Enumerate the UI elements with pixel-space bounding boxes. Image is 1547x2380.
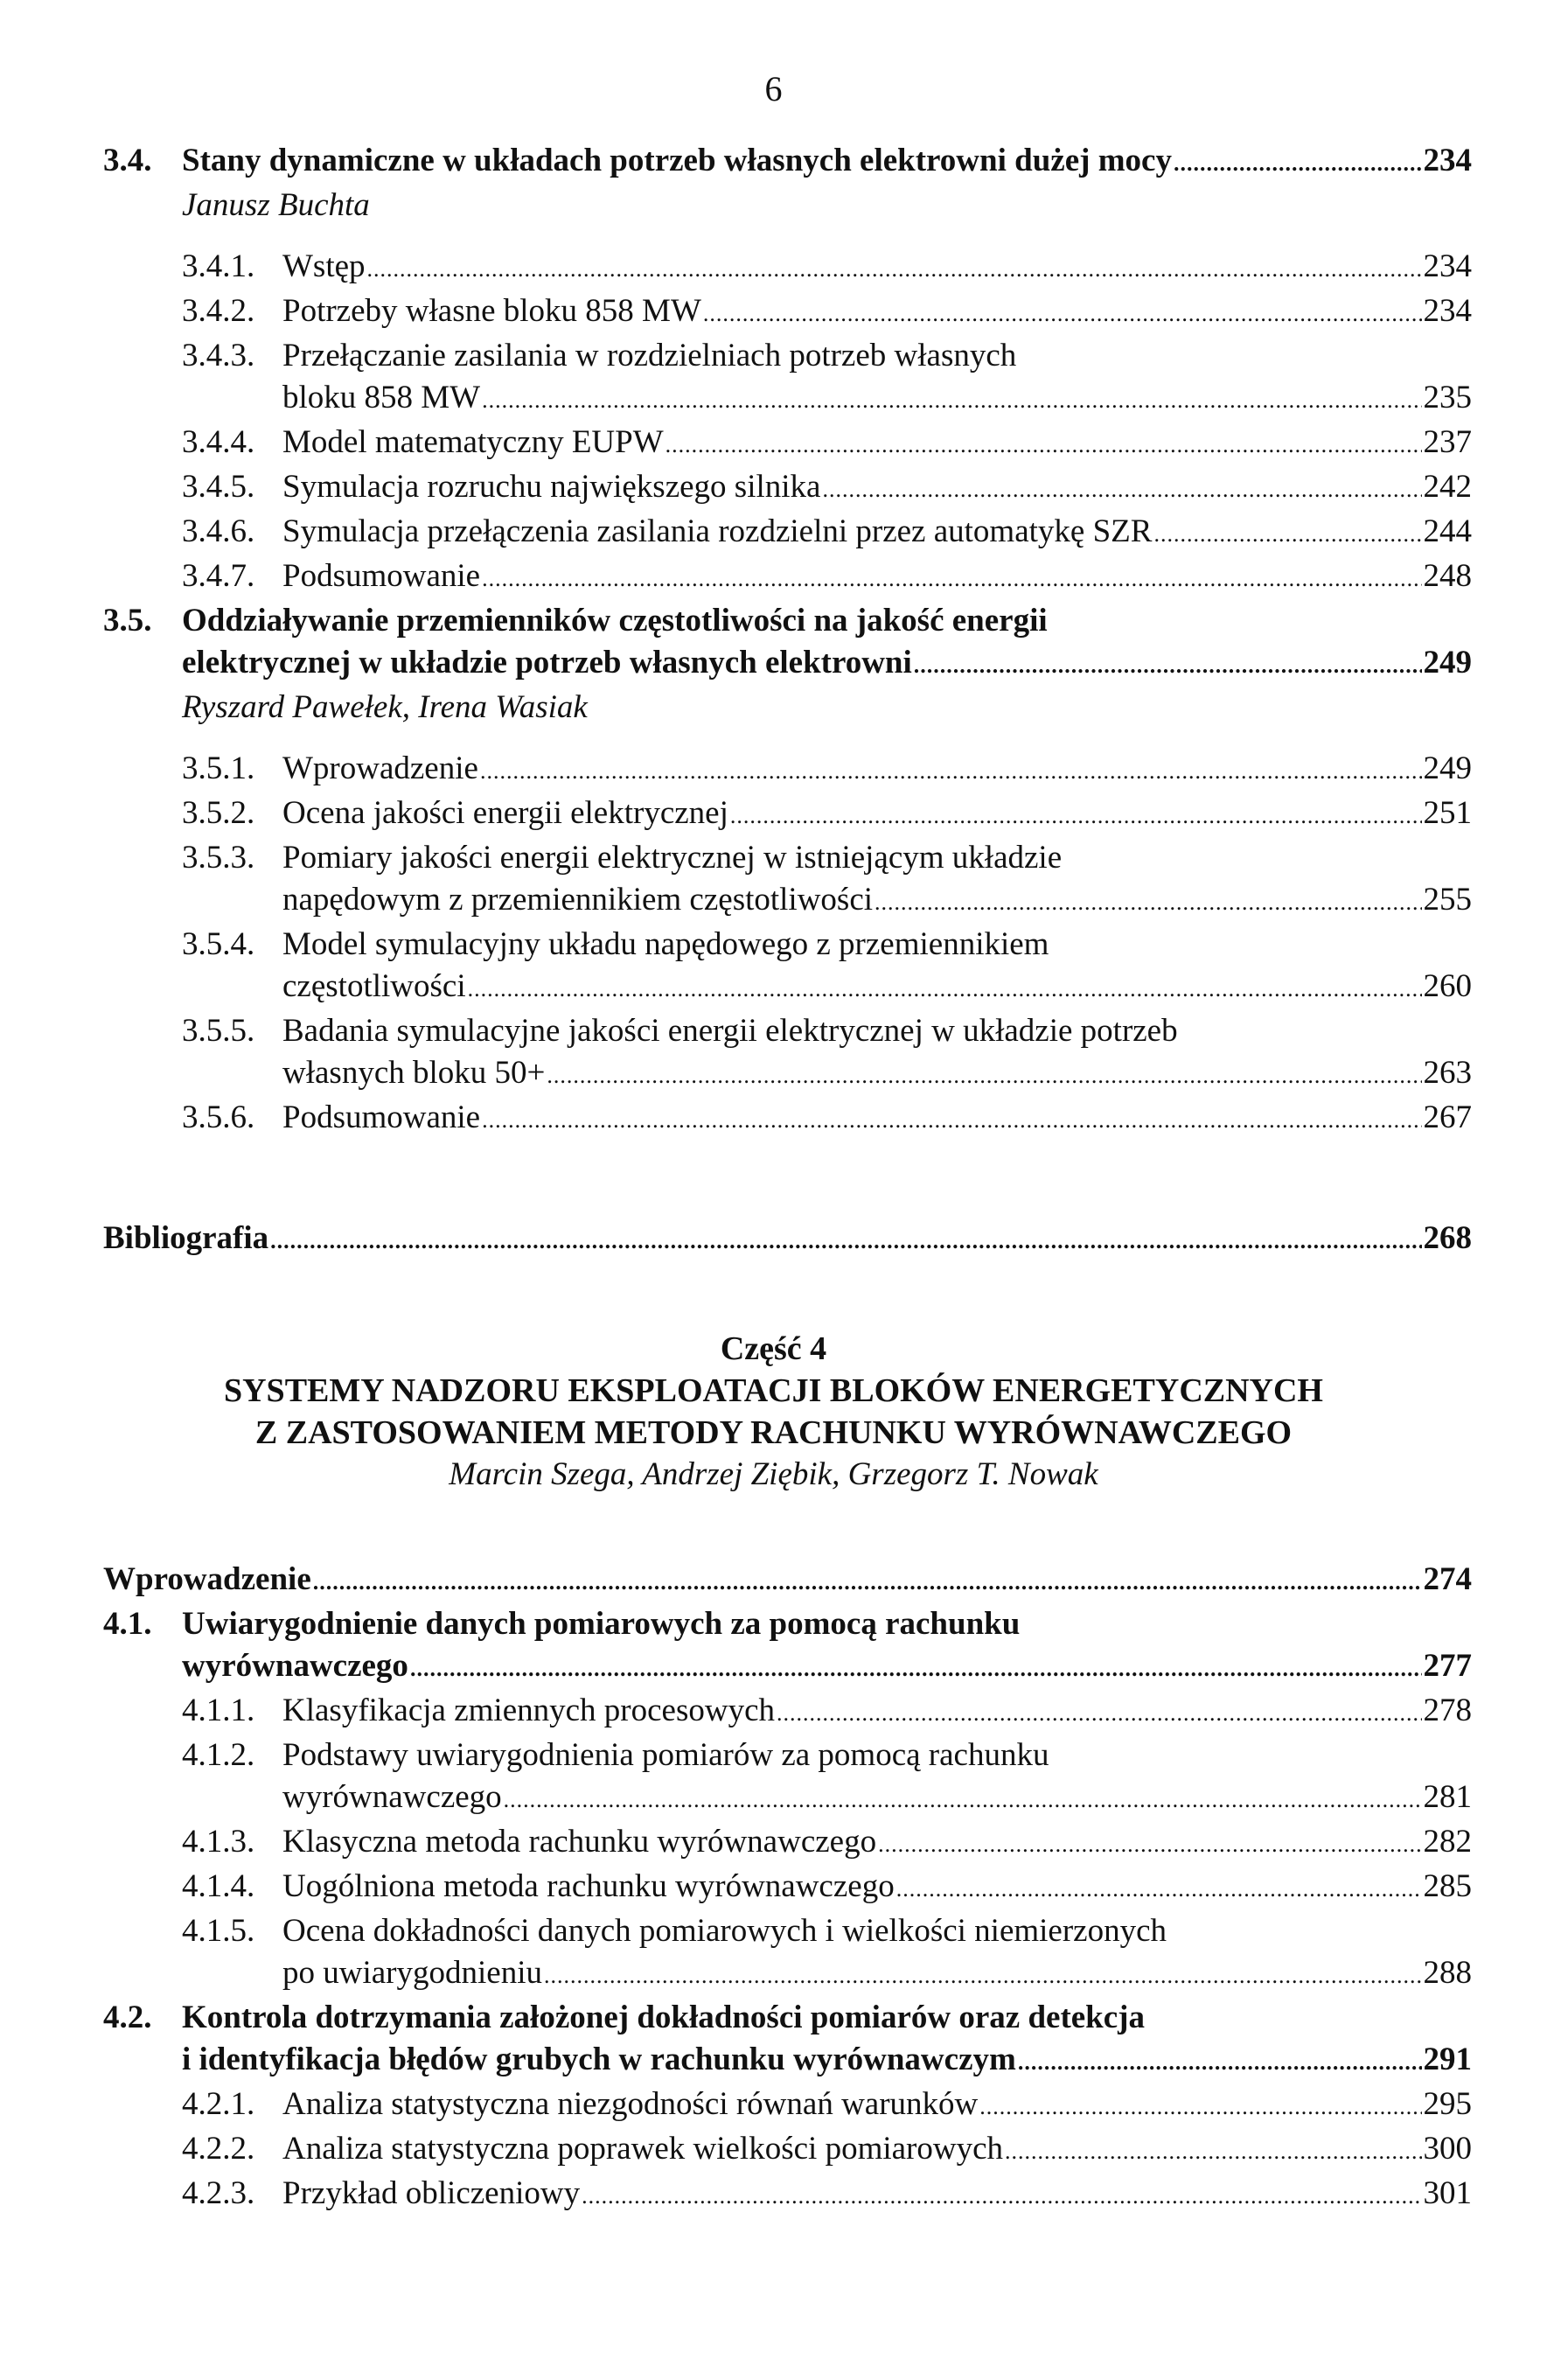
toc-entry[interactable]: [103, 335, 1472, 422]
toc-entry[interactable]: [103, 837, 1472, 924]
toc-entry-page: 235: [1423, 380, 1472, 415]
toc-entry-page: 234: [1423, 293, 1472, 329]
toc-entry-number: 4.2.1.: [182, 2086, 255, 2122]
toc-leader-dots: [482, 380, 1421, 422]
toc-author: Janusz Buchta: [182, 187, 370, 223]
toc-entry[interactable]: [103, 748, 1472, 792]
toc-entry-title: Ocena jakości energii elektrycznej: [282, 795, 728, 831]
toc-entry[interactable]: [103, 924, 1472, 1010]
toc-entry-number: 3.4.6.: [182, 513, 255, 549]
toc-entry-number: 4.1.1.: [182, 1693, 255, 1728]
toc-entry-title: wyrównawczego: [182, 1648, 408, 1684]
toc-entry[interactable]: [103, 2128, 1472, 2173]
toc-entry-page: 278: [1423, 1693, 1472, 1728]
toc-entry-title: Uwiarygodnienie danych pomiarowych za pomocą rachunku: [182, 1606, 1021, 1642]
toc-entry-title: Oddziaływanie przemienników częstotliwości na jakość energii: [182, 603, 1048, 639]
toc-entry-number: 3.4.1.: [182, 248, 255, 284]
toc-entry-number: 3.4.5.: [182, 469, 255, 505]
toc-leader-dots: [482, 1099, 1421, 1141]
toc-entry-page: 260: [1423, 968, 1472, 1004]
toc-entry[interactable]: [103, 2173, 1472, 2217]
toc-entry-page: 291: [1423, 2041, 1472, 2077]
toc-entry[interactable]: [103, 422, 1472, 466]
toc-entry-number: 4.1.5.: [182, 1913, 255, 1949]
toc-entry-page: 285: [1423, 1868, 1472, 1904]
toc-entry-number: 3.5.4.: [182, 926, 255, 962]
toc-leader-dots: [878, 1824, 1421, 1866]
toc-entry[interactable]: [103, 290, 1472, 335]
toc-entry-page: 295: [1423, 2086, 1472, 2122]
toc-entry[interactable]: [103, 1821, 1472, 1866]
toc-entry-page: 267: [1423, 1099, 1472, 1135]
toc-entry-title: i identyfikacja błędów grubych w rachunku wyrównawczym: [182, 2041, 1016, 2077]
toc-entry-title: Podsumowanie: [282, 1099, 481, 1135]
toc-entry-title: Przełączanie zasilania w rozdzielniach potrzeb własnych: [282, 338, 1017, 373]
toc-entry-title: Ocena dokładności danych pomiarowych i wielkości niemierzonych: [282, 1913, 1167, 1949]
toc-entry-title: własnych bloku 50+: [282, 1055, 546, 1091]
toc-entry-page: 282: [1423, 1824, 1472, 1860]
toc-leader-dots: [1018, 2041, 1422, 2083]
toc-entry-number: 4.1.: [103, 1606, 152, 1642]
toc-entry[interactable]: [103, 600, 1472, 687]
toc-entry[interactable]: [103, 1097, 1472, 1141]
toc-entry[interactable]: [103, 140, 1472, 185]
toc-entry-title: Analiza statystyczna poprawek wielkości pomiarowych: [282, 2131, 1004, 2167]
toc-block-part4: [103, 1559, 1472, 2217]
toc-entry-title: Symulacja przełączenia zasilania rozdzielni przez automatykę SZR: [282, 513, 1153, 549]
toc-leader-dots: [504, 1779, 1422, 1821]
toc-leader-dots: [410, 1648, 1422, 1690]
toc-entry-title: bloku 858 MW: [282, 380, 481, 415]
toc-entry[interactable]: [103, 1559, 1472, 1603]
toc-entry-number: 4.1.4.: [182, 1868, 255, 1904]
toc-entry-title: elektrycznej w układzie potrzeb własnych elektrowni: [182, 645, 912, 680]
toc-entry-bibliography[interactable]: [103, 1218, 1472, 1262]
toc-entry-title: Uogólniona metoda rachunku wyrównawczego: [282, 1868, 895, 1904]
toc-entry-title: Pomiary jakości energii elektrycznej w istniejącym układzie: [282, 840, 1063, 876]
toc-leader-dots: [547, 1055, 1421, 1097]
toc-entry-number: 3.5.3.: [182, 840, 255, 876]
toc-entry-page: 248: [1423, 558, 1472, 594]
toc-entry-page: 234: [1423, 143, 1472, 178]
toc-entry-title: Podsumowanie: [282, 558, 481, 594]
toc-entry-title: Kontrola dotrzymania założonej dokładności pomiarów oraz detekcja: [182, 2000, 1146, 2035]
toc-entry-title: Potrzeby własne bloku 858 MW: [282, 293, 701, 329]
toc-entry-title: Stany dynamiczne w układach potrzeb własnych elektrowni dużej mocy: [182, 143, 1172, 178]
toc-entry-page: 249: [1423, 750, 1472, 786]
toc-entry[interactable]: [103, 511, 1472, 555]
toc-entry-number: 4.2.: [103, 2000, 152, 2035]
toc-leader-dots: [582, 2175, 1421, 2217]
toc-entry-number: 3.5.: [103, 603, 152, 639]
toc-leader-dots: [665, 424, 1422, 466]
toc-entry-title: Analiza statystyczna niezgodności równań warunków: [282, 2086, 979, 2122]
toc-leader-dots: [367, 248, 1422, 290]
toc-entry[interactable]: [103, 246, 1472, 290]
toc-leader-dots: [1153, 513, 1421, 555]
toc-leader-dots: [313, 1561, 1422, 1603]
toc-entry-number: 3.4.7.: [182, 558, 255, 594]
toc-entry-title: Wprowadzenie: [103, 1561, 311, 1597]
toc-entry-page: 277: [1423, 1648, 1472, 1684]
page-number: 6: [764, 69, 783, 108]
toc-entry-number: 3.4.2.: [182, 293, 255, 329]
toc-entry-title: Klasyfikacja zmiennych procesowych: [282, 1693, 776, 1728]
toc-entry-title: Podstawy uwiarygodnienia pomiarów za pomocą rachunku: [282, 1737, 1049, 1773]
toc-entry[interactable]: [103, 1734, 1472, 1821]
toc-entry[interactable]: [103, 792, 1472, 837]
toc-entry-number: 4.1.3.: [182, 1824, 255, 1860]
toc-entry-title: Wprowadzenie: [282, 750, 478, 786]
toc-leader-dots: [468, 968, 1422, 1010]
toc-entry-page: 263: [1423, 1055, 1472, 1091]
toc-leader-dots: [822, 469, 1421, 511]
toc-entry-page: 242: [1423, 469, 1472, 505]
toc-entry-page: 234: [1423, 248, 1472, 284]
toc-entry-title: Przykład obliczeniowy: [282, 2175, 581, 2211]
toc-entry[interactable]: [103, 1997, 1472, 2083]
toc-entry[interactable]: [103, 1690, 1472, 1734]
toc-entry-title: Klasyczna metoda rachunku wyrównawczego: [282, 1824, 877, 1860]
toc-bibliography: [103, 1218, 1472, 1262]
toc-entry-title: wyrównawczego: [282, 1779, 502, 1815]
toc-leader-dots: [544, 1955, 1422, 1997]
toc-entry-title: Wstęp: [282, 248, 366, 284]
toc-entry-number: 4.2.2.: [182, 2131, 255, 2167]
toc-entry-title: Model symulacyjny układu napędowego z przemiennikiem: [282, 926, 1049, 962]
part-title-line: Z ZASTOSOWANIEM METODY RACHUNKU WYRÓWNAWCZEGO: [254, 1414, 1293, 1451]
toc-leader-dots: [896, 1868, 1422, 1910]
toc-entry-page: 281: [1423, 1779, 1472, 1815]
toc-entry-page: 268: [1423, 1220, 1472, 1256]
toc-entry-number: 3.5.6.: [182, 1099, 255, 1135]
toc-entry-page: 274: [1423, 1561, 1472, 1597]
toc-entry[interactable]: [103, 555, 1472, 600]
toc-entry[interactable]: [103, 1866, 1472, 1910]
toc-entry-page: 237: [1423, 424, 1472, 460]
toc-block-part3: [103, 140, 1472, 1141]
toc-entry[interactable]: [103, 1910, 1472, 1997]
toc-entry-title: częstotliwości: [282, 968, 466, 1004]
part-authors: Marcin Szega, Andrzej Ziębik, Grzegorz T. Nowak: [449, 1456, 1098, 1492]
toc-entry-page: 249: [1423, 645, 1472, 680]
toc-entry-number: 3.5.2.: [182, 795, 255, 831]
toc-leader-dots: [270, 1220, 1421, 1262]
toc-entry-title: Model matematyczny EUPW: [282, 424, 664, 460]
toc-entry-number: 3.5.5.: [182, 1013, 255, 1049]
toc-entry-number: 3.4.4.: [182, 424, 255, 460]
toc-leader-dots: [914, 645, 1422, 687]
toc-entry[interactable]: [103, 1603, 1472, 1690]
toc-author: Ryszard Pawełek, Irena Wasiak: [182, 689, 588, 725]
toc-leader-dots: [480, 750, 1422, 792]
toc-entry-title: Bibliografia: [103, 1220, 269, 1256]
toc-entry-title: Symulacja rozruchu największego silnika: [282, 469, 821, 505]
toc-entry[interactable]: [103, 466, 1472, 511]
toc-leader-dots: [979, 2086, 1421, 2128]
part-label: Część 4: [720, 1330, 827, 1367]
toc-entry-page: 255: [1423, 882, 1472, 918]
toc-entry-number: 4.2.3.: [182, 2175, 255, 2211]
toc-leader-dots: [1174, 143, 1422, 185]
toc-leader-dots: [730, 795, 1422, 837]
toc-leader-dots: [777, 1693, 1421, 1734]
part-title-line: SYSTEMY NADZORU EKSPLOATACJI BLOKÓW ENERGETYCZNYCH: [223, 1372, 1323, 1409]
toc-entry-number: 3.4.: [103, 143, 152, 178]
toc-entry-page: 244: [1423, 513, 1472, 549]
toc-entry[interactable]: [103, 2083, 1472, 2128]
toc-entry-page: 288: [1423, 1955, 1472, 1991]
toc-entry-number: 4.1.2.: [182, 1737, 255, 1773]
toc-entry-title: napędowym z przemiennikiem częstotliwości: [282, 882, 874, 918]
toc-entry-title: Badania symulacyjne jakości energii elektrycznej w układzie potrzeb: [282, 1013, 1178, 1049]
toc-entry-page: 301: [1423, 2175, 1472, 2211]
toc-entry-page: 251: [1423, 795, 1472, 831]
toc-entry-page: 300: [1423, 2131, 1472, 2167]
toc-leader-dots: [875, 882, 1421, 924]
toc-entry-number: 3.5.1.: [182, 750, 255, 786]
toc-leader-dots: [1005, 2131, 1421, 2173]
toc-leader-dots: [482, 558, 1421, 600]
toc-entry[interactable]: [103, 1010, 1472, 1097]
toc-entry-number: 3.4.3.: [182, 338, 255, 373]
part-heading: [0, 1328, 1547, 1496]
toc-entry-title: po uwiarygodnieniu: [282, 1955, 542, 1991]
toc-leader-dots: [703, 293, 1422, 335]
